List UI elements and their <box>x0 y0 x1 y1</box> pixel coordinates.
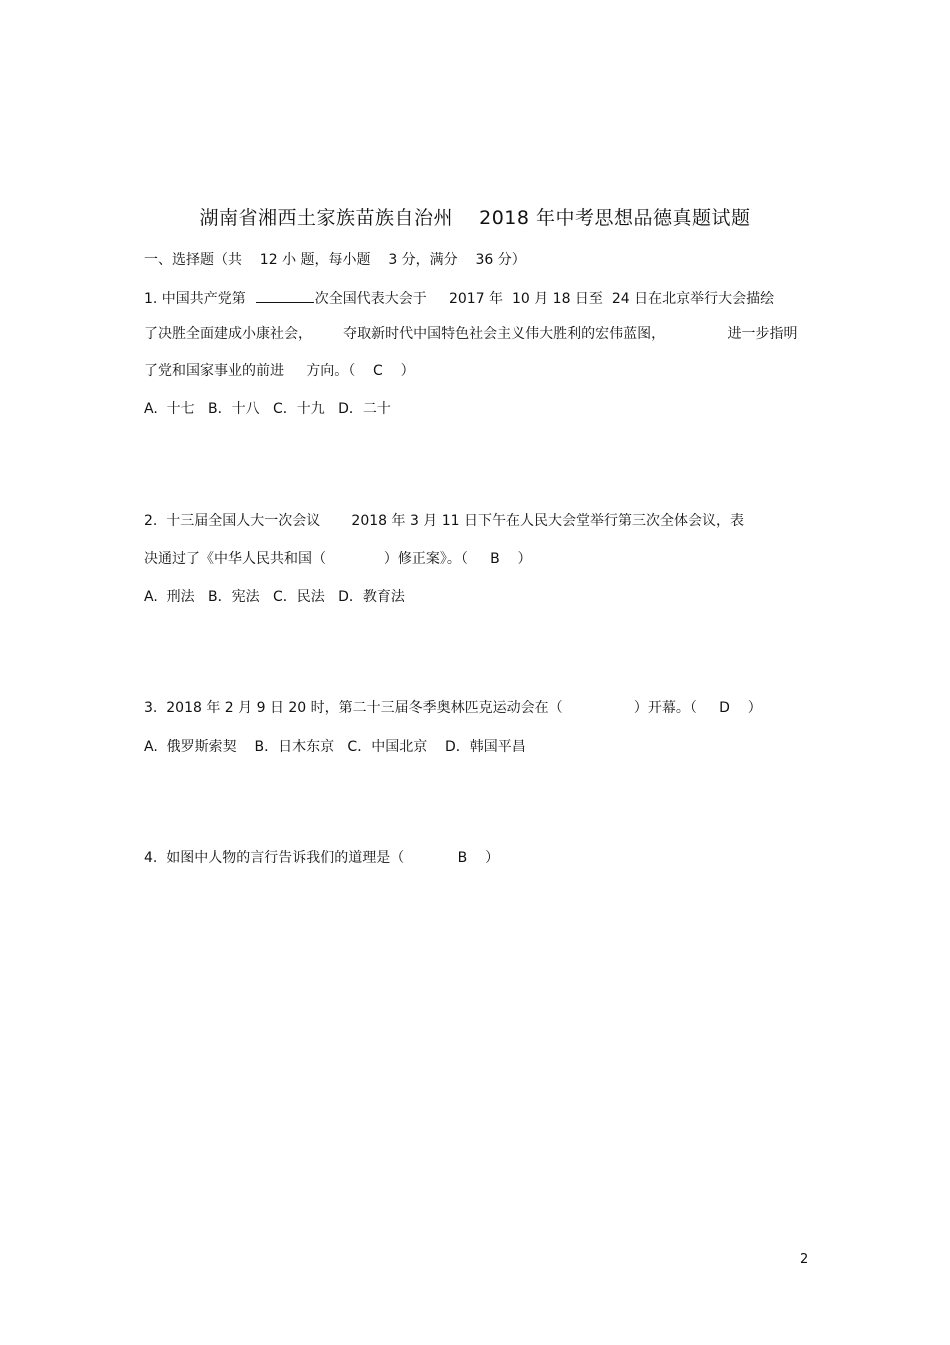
question-1-line-3: 了党和国家事业的前进 方向。（ C ） <box>144 363 415 379</box>
question-2-line-1: 2. 十三届全国人大一次会议 2018 年 3 月 11 日下午在人民大会堂举行第三次全体会议，表 <box>144 513 745 529</box>
question-1-options: A. 十七 B．十八 C．十九 D．二十 <box>144 401 391 417</box>
page-number: 2 <box>800 1252 809 1267</box>
question-3-options: A. 俄罗斯索契 B．日木东京 C．中国北京 D．韩国平昌 <box>144 739 526 755</box>
answer-blank <box>256 288 314 303</box>
question-1-line-2: 了决胜全面建成小康社会， 夺取新时代中国特色社会主义伟大胜利的宏伟蓝图， 进一步指明 <box>144 326 798 342</box>
question-1-text-after-blank: 次全国代表大会于 2017 年 10 月 18 日至 24 日在北京举行大会描绘 <box>314 291 775 307</box>
question-3-line-1: 3. 2018 年 2 月 9 日 20 时，第二十三届冬季奥林匹克运动会在（ ）开幕。（ D ） <box>144 700 762 716</box>
section-heading: 一、选择题（共 12 小 题，每小题 3 分，满分 36 分） <box>144 252 526 268</box>
question-2-line-2: 决通过了《中华人民共和国（ ）修正案》。（ B ） <box>144 551 532 567</box>
question-2-options: A. 刑法 B．宪法 C．民法 D．教育法 <box>144 589 405 605</box>
question-1-text-before-blank: 1. 中国共产党第 <box>144 291 255 307</box>
question-1-line-1 <box>144 288 774 308</box>
exam-title: 湖南省湘西土家族苗族自治州 2018 年中考思想品德真题试题 <box>199 207 751 229</box>
question-4-line-1: 4. 如图中人物的言行告诉我们的道理是（ B ） <box>144 850 500 866</box>
